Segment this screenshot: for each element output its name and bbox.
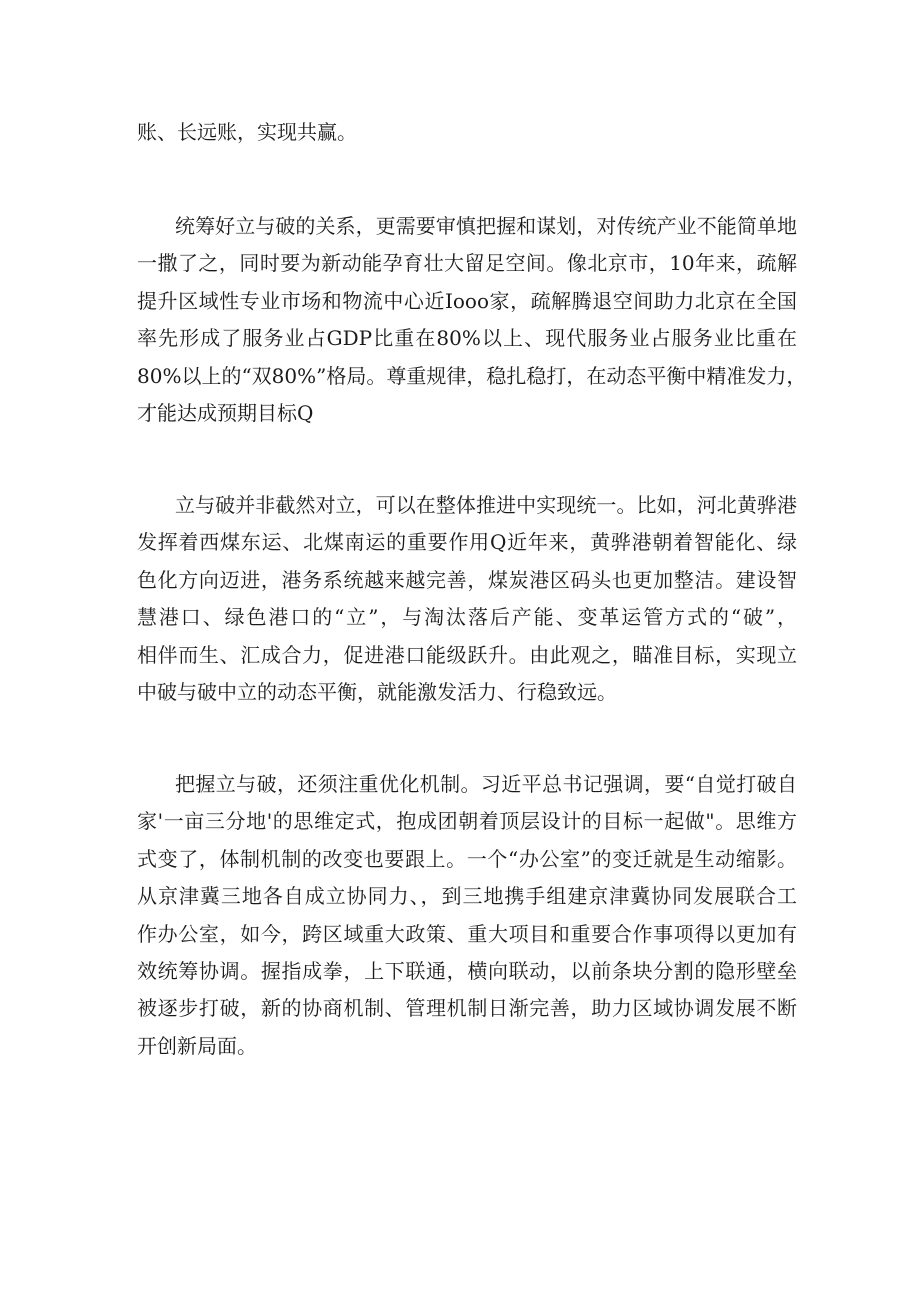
paragraph-line: 提升区域性专业市场和物流中心近Iooo家，疏解腾退空间助力北京在全国 [137,288,797,313]
paragraph-line: 发挥着西煤东运、北煤南运的重要作用Q近年来，黄骅港朝着智能化、绿 [137,530,797,555]
paragraph-3 [137,487,797,711]
paragraph-line: 效统筹协调。握指成拳，上下联通，横向联动，以前条块分割的隐形壁垒 [137,958,797,983]
paragraph-line: 80%以上的“双80%”格局。尊重规律，稳扎稳打，在动态平衡中精准发力， [137,363,807,388]
paragraph-line: 慧港口、绿色港口的“立”，与淘汰落后产能、变革运管方式的“破”， [137,605,797,630]
paragraph-line: 被逐步打破，新的协商机制、管理机制日渐完善，助力区域协调发展不断 [137,996,797,1021]
paragraph-line: 账、长远账，实现共赢。 [137,120,357,144]
paragraph-line: 才能达成预期目标Q [137,400,314,425]
paragraph-line: 开创新局面。 [137,1033,257,1058]
paragraph-line: 立与破并非截然对立，可以在整体推进中实现统一。比如，河北黄骅港 [175,493,797,517]
paragraph-line: 相伴而生、汇成合力，促进港口能级跃升。由此观之，瞄准目标，实现立 [137,642,797,667]
paragraph-line: 率先形成了服务业占GDP比重在80%以上、现代服务业占服务业比重在 [137,326,797,351]
paragraph-line: 一撒了之，同时要为新动能孕育壮大留足空间。像北京市，10年来，疏解 [137,251,797,276]
paragraph-line: 中破与破中立的动态平衡，就能激发活力、行稳致远。 [137,679,617,704]
paragraph-line: 从京津冀三地各自成立协同力、，到三地携手组建京津冀协同发展联合工 [137,884,797,909]
paragraph-line: 统筹好立与破的关系，更需要审慎把握和谋划，对传统产业不能简单地 [175,214,797,238]
paragraph-4 [137,766,797,1065]
paragraph-line: 作办公室，如今，跨区域重大政策、重大项目和重要合作事项得以更加有 [137,921,797,946]
paragraph-line: 式变了，体制机制的改变也要跟上。一个“办公室”的变迁就是生动缩影。 [137,846,797,871]
paragraph-line: 把握立与破，还须注重优化机制。习近平总书记强调，要“自觉打破自 [175,772,797,796]
paragraph-line: 家'一亩三分地'的思维定式，抱成团朝着顶层设计的目标一起做"。思维方 [137,809,797,834]
paragraph-line: 色化方向迈进，港务系统越来越完善，煤炭港区码头也更加整洁。建设智 [137,567,797,592]
paragraph-1 [137,114,797,151]
paragraph-2 [137,208,807,432]
